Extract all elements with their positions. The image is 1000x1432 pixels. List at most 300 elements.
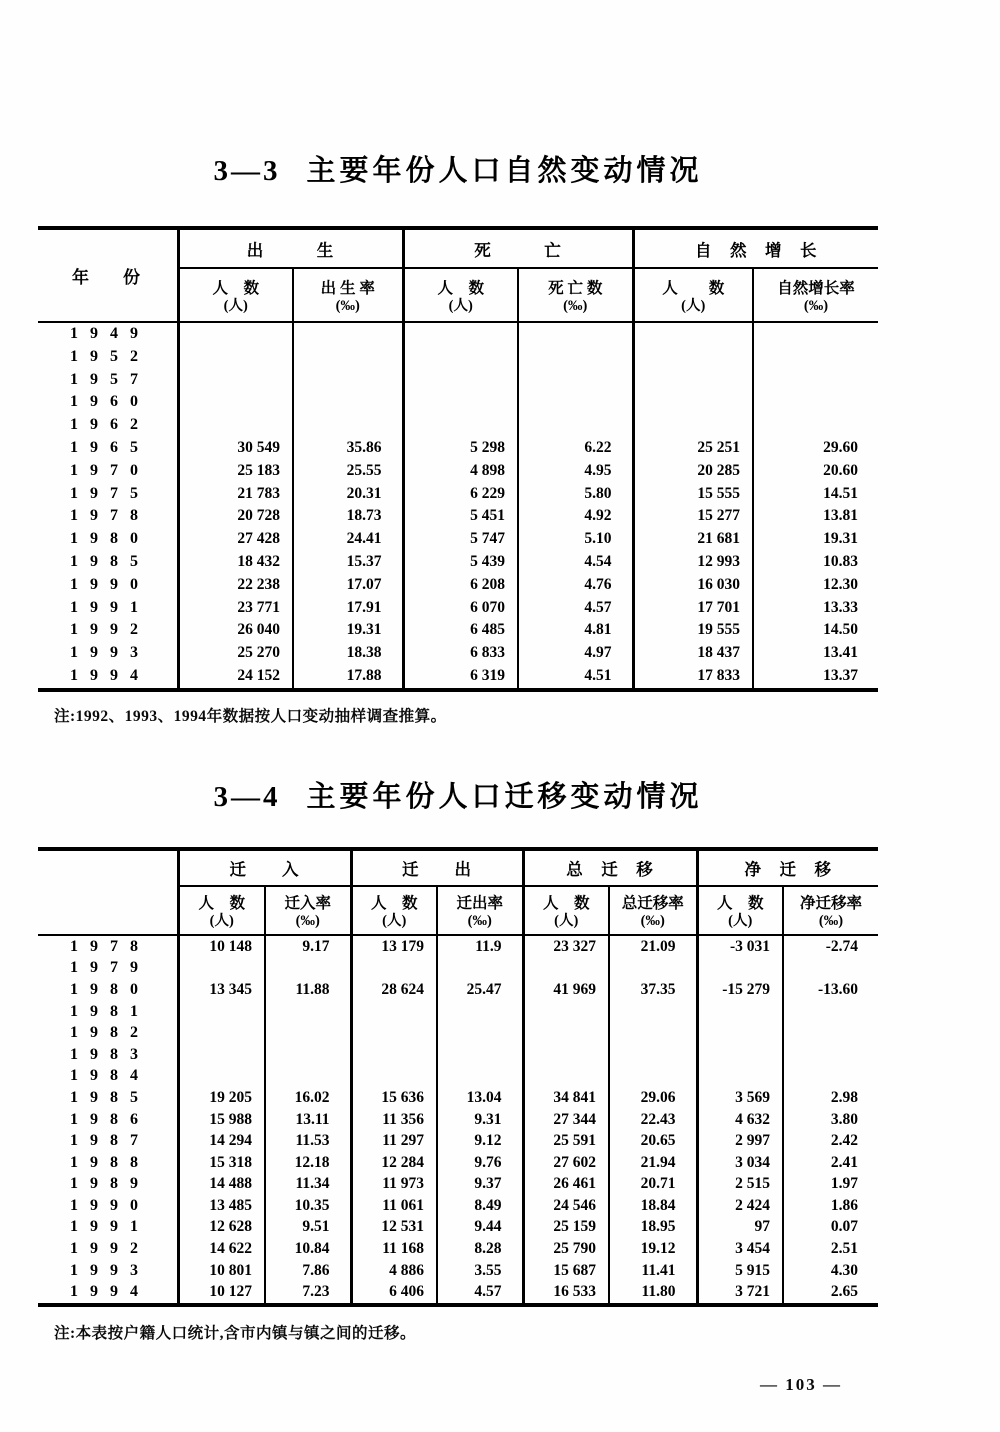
data-cell: 16 030 bbox=[633, 574, 753, 597]
data-cell: 19.12 bbox=[609, 1238, 697, 1260]
table-row bbox=[38, 1044, 878, 1066]
year-cell: 1 9 9 4 bbox=[70, 666, 142, 684]
data-cell: 17.07 bbox=[293, 574, 403, 597]
year-cell: 1 9 7 9 bbox=[70, 959, 142, 977]
data-cell bbox=[523, 1022, 609, 1044]
table-row bbox=[38, 391, 878, 414]
data-cell: 2.65 bbox=[783, 1281, 878, 1305]
table-row bbox=[38, 1260, 878, 1282]
data-cell: 4.95 bbox=[518, 460, 633, 483]
year-cell: 1 9 9 1 bbox=[70, 598, 142, 616]
data-cell: 15 988 bbox=[178, 1109, 265, 1131]
data-cell: 14 488 bbox=[178, 1173, 265, 1195]
death-group-header: 死 亡 bbox=[403, 228, 633, 268]
data-cell bbox=[351, 957, 437, 979]
year-cell: 1 9 9 3 bbox=[70, 1261, 142, 1279]
year-cell: 1 9 8 9 bbox=[70, 1175, 142, 1193]
data-cell: 20 285 bbox=[633, 460, 753, 483]
table1-note: 注:1992、1993、1994年数据按人口变动抽样调查推算。 bbox=[54, 707, 447, 725]
data-cell bbox=[518, 346, 633, 369]
data-cell: 2.41 bbox=[783, 1152, 878, 1174]
data-cell bbox=[178, 1001, 265, 1023]
table-row bbox=[38, 1238, 878, 1260]
data-cell: 20.71 bbox=[609, 1173, 697, 1195]
data-cell bbox=[697, 1044, 783, 1066]
data-cell: 41 969 bbox=[523, 979, 609, 1001]
data-cell: 9.12 bbox=[437, 1130, 523, 1152]
data-cell bbox=[609, 1001, 697, 1023]
data-cell bbox=[265, 1022, 351, 1044]
data-cell: 10 148 bbox=[178, 935, 265, 958]
data-cell: 21.94 bbox=[609, 1152, 697, 1174]
data-cell bbox=[437, 1022, 523, 1044]
data-cell bbox=[293, 322, 403, 346]
data-cell: 16.02 bbox=[265, 1087, 351, 1109]
data-cell: 97 bbox=[697, 1216, 783, 1238]
data-cell: 18.73 bbox=[293, 505, 403, 528]
data-cell: 10.84 bbox=[265, 1238, 351, 1260]
data-cell: -2.74 bbox=[783, 935, 878, 958]
data-cell: 4.51 bbox=[518, 665, 633, 690]
data-cell: 15 687 bbox=[523, 1260, 609, 1282]
natural-change-table-header bbox=[38, 228, 878, 322]
year-column-header: 年 份 bbox=[38, 228, 178, 322]
data-cell: 5.80 bbox=[518, 483, 633, 506]
data-cell: 9.17 bbox=[265, 935, 351, 958]
data-cell: 20.31 bbox=[293, 483, 403, 506]
data-cell: 8.28 bbox=[437, 1238, 523, 1260]
data-cell: 17.91 bbox=[293, 597, 403, 620]
data-cell: 10 801 bbox=[178, 1260, 265, 1282]
data-cell: 26 461 bbox=[523, 1173, 609, 1195]
data-cell bbox=[633, 346, 753, 369]
data-cell: 11.80 bbox=[609, 1281, 697, 1305]
data-cell: 9.37 bbox=[437, 1173, 523, 1195]
table-row bbox=[38, 1216, 878, 1238]
data-cell: 18 432 bbox=[178, 551, 293, 574]
year-cell: 1 9 9 0 bbox=[70, 1196, 142, 1214]
data-cell: 17 833 bbox=[633, 665, 753, 690]
table-row bbox=[38, 1087, 878, 1109]
in-rate-header: 迁入率 (‰) bbox=[265, 886, 351, 935]
data-cell bbox=[697, 1001, 783, 1023]
data-cell: 5 451 bbox=[403, 505, 518, 528]
table-row bbox=[38, 665, 878, 690]
year-cell: 1 9 9 0 bbox=[70, 575, 142, 593]
data-cell: 3 569 bbox=[697, 1087, 783, 1109]
data-cell: 13.37 bbox=[753, 665, 878, 690]
year-cell: 1 9 8 0 bbox=[70, 530, 142, 548]
data-cell: 23 771 bbox=[178, 597, 293, 620]
data-cell bbox=[783, 1022, 878, 1044]
data-cell: 13.33 bbox=[753, 597, 878, 620]
data-cell: 11 297 bbox=[351, 1130, 437, 1152]
year-cell: 1 9 7 5 bbox=[70, 484, 142, 502]
data-cell: 7.86 bbox=[265, 1260, 351, 1282]
table-row bbox=[38, 1173, 878, 1195]
table-row bbox=[38, 483, 878, 506]
data-cell: 14.50 bbox=[753, 619, 878, 642]
data-cell bbox=[518, 369, 633, 392]
data-cell: 0.07 bbox=[783, 1216, 878, 1238]
year-cell: 1 9 8 2 bbox=[70, 1024, 142, 1042]
data-cell: 20.65 bbox=[609, 1130, 697, 1152]
data-cell: 2 515 bbox=[697, 1173, 783, 1195]
data-cell: 5.10 bbox=[518, 528, 633, 551]
year-cell: 1 9 8 5 bbox=[70, 1088, 142, 1106]
data-cell: 3.80 bbox=[783, 1109, 878, 1131]
data-cell bbox=[437, 1065, 523, 1087]
data-cell: 4.57 bbox=[518, 597, 633, 620]
data-cell: 12 628 bbox=[178, 1216, 265, 1238]
data-cell bbox=[351, 1001, 437, 1023]
death-count-header: 人 数 (人) bbox=[403, 268, 518, 322]
table-row bbox=[38, 642, 878, 665]
natural-change-table-body bbox=[38, 322, 878, 690]
data-cell: 25 790 bbox=[523, 1238, 609, 1260]
data-cell bbox=[265, 1001, 351, 1023]
data-cell: 8.49 bbox=[437, 1195, 523, 1217]
data-cell: 25 591 bbox=[523, 1130, 609, 1152]
data-cell: 24.41 bbox=[293, 528, 403, 551]
data-cell: 6 229 bbox=[403, 483, 518, 506]
year-cell: 1 9 8 4 bbox=[70, 1067, 142, 1085]
data-cell: 9.31 bbox=[437, 1109, 523, 1131]
data-cell: 29.60 bbox=[753, 437, 878, 460]
data-cell: 2 424 bbox=[697, 1195, 783, 1217]
data-cell: 5 915 bbox=[697, 1260, 783, 1282]
data-cell: 28 624 bbox=[351, 979, 437, 1001]
data-cell bbox=[178, 346, 293, 369]
data-cell bbox=[403, 391, 518, 414]
data-cell bbox=[178, 414, 293, 437]
data-cell: -13.60 bbox=[783, 979, 878, 1001]
data-cell: 3 034 bbox=[697, 1152, 783, 1174]
data-cell: 4 898 bbox=[403, 460, 518, 483]
table-row bbox=[38, 322, 878, 346]
year-cell: 1 9 6 5 bbox=[70, 438, 142, 456]
data-cell: 11.9 bbox=[437, 935, 523, 958]
data-cell bbox=[609, 1065, 697, 1087]
year-cell: 1 9 9 3 bbox=[70, 644, 142, 662]
data-cell bbox=[403, 346, 518, 369]
year-cell: 1 9 9 4 bbox=[70, 1283, 142, 1301]
data-cell: 29.06 bbox=[609, 1087, 697, 1109]
data-cell: 4.54 bbox=[518, 551, 633, 574]
birth-count-header: 人 数 (人) bbox=[178, 268, 293, 322]
data-cell: 25 270 bbox=[178, 642, 293, 665]
data-cell bbox=[265, 1065, 351, 1087]
migration-table-body bbox=[38, 935, 878, 1305]
table1-title-text: 主要年份人口自然变动情况 bbox=[306, 155, 703, 187]
data-cell bbox=[783, 957, 878, 979]
data-cell bbox=[178, 957, 265, 979]
total-count-header: 人 数 (人) bbox=[523, 886, 609, 935]
data-cell bbox=[351, 1044, 437, 1066]
net-rate-header: 净迁移率 (‰) bbox=[783, 886, 878, 935]
table-row bbox=[38, 1152, 878, 1174]
data-cell bbox=[697, 957, 783, 979]
data-cell: 12 993 bbox=[633, 551, 753, 574]
table2-title bbox=[38, 776, 878, 818]
data-cell bbox=[265, 957, 351, 979]
data-cell bbox=[437, 1044, 523, 1066]
table-row bbox=[38, 597, 878, 620]
data-cell: 27 602 bbox=[523, 1152, 609, 1174]
in-migration-group-header: 迁 入 bbox=[178, 849, 351, 886]
data-cell: 17 701 bbox=[633, 597, 753, 620]
data-cell: 6 319 bbox=[403, 665, 518, 690]
data-cell: 6 833 bbox=[403, 642, 518, 665]
year-cell: 1 9 5 7 bbox=[70, 370, 142, 388]
table-row bbox=[38, 414, 878, 437]
table-row bbox=[38, 1109, 878, 1131]
data-cell bbox=[293, 369, 403, 392]
data-cell: 14 622 bbox=[178, 1238, 265, 1260]
data-cell: 12 284 bbox=[351, 1152, 437, 1174]
data-cell: 25.55 bbox=[293, 460, 403, 483]
data-cell: 25.47 bbox=[437, 979, 523, 1001]
table-row bbox=[38, 1022, 878, 1044]
out-migration-group-header: 迁 出 bbox=[351, 849, 523, 886]
table-row bbox=[38, 1281, 878, 1305]
table-row bbox=[38, 1130, 878, 1152]
data-cell bbox=[523, 957, 609, 979]
data-cell: 11 168 bbox=[351, 1238, 437, 1260]
data-cell: 19 555 bbox=[633, 619, 753, 642]
data-cell: 4.92 bbox=[518, 505, 633, 528]
net-count-header: 人 数 (人) bbox=[697, 886, 783, 935]
data-cell: 11 356 bbox=[351, 1109, 437, 1131]
data-cell: 9.76 bbox=[437, 1152, 523, 1174]
data-cell: 27 344 bbox=[523, 1109, 609, 1131]
data-cell bbox=[293, 414, 403, 437]
table-row bbox=[38, 369, 878, 392]
data-cell: 12.30 bbox=[753, 574, 878, 597]
data-cell: 1.86 bbox=[783, 1195, 878, 1217]
year-cell: 1 9 6 0 bbox=[70, 393, 142, 411]
year-cell: 1 9 5 2 bbox=[70, 347, 142, 365]
out-rate-header: 迁出率 (‰) bbox=[437, 886, 523, 935]
data-cell: 11.88 bbox=[265, 979, 351, 1001]
growth-count-header: 人 数 (人) bbox=[633, 268, 753, 322]
page-number: — 103 — bbox=[760, 1374, 842, 1394]
total-migration-group-header: 总 迁 移 bbox=[523, 849, 697, 886]
data-cell: 13 345 bbox=[178, 979, 265, 1001]
data-cell: 18.84 bbox=[609, 1195, 697, 1217]
table-row bbox=[38, 551, 878, 574]
data-cell bbox=[697, 1065, 783, 1087]
data-cell bbox=[293, 391, 403, 414]
data-cell: 26 040 bbox=[178, 619, 293, 642]
data-cell: 18 437 bbox=[633, 642, 753, 665]
data-cell: 19.31 bbox=[753, 528, 878, 551]
data-cell bbox=[523, 1001, 609, 1023]
table-row bbox=[38, 505, 878, 528]
data-cell: 10.83 bbox=[753, 551, 878, 574]
data-cell: 6 485 bbox=[403, 619, 518, 642]
data-cell: 4.30 bbox=[783, 1260, 878, 1282]
table-row bbox=[38, 1065, 878, 1087]
in-count-header: 人 数 (人) bbox=[178, 886, 265, 935]
data-cell: 24 152 bbox=[178, 665, 293, 690]
data-cell: 10.35 bbox=[265, 1195, 351, 1217]
data-cell bbox=[351, 1022, 437, 1044]
data-cell bbox=[633, 369, 753, 392]
data-cell bbox=[753, 391, 878, 414]
data-cell: 11 061 bbox=[351, 1195, 437, 1217]
table-row bbox=[38, 346, 878, 369]
data-cell bbox=[178, 391, 293, 414]
growth-rate-header: 自然增长率 (‰) bbox=[753, 268, 878, 322]
data-cell bbox=[753, 414, 878, 437]
data-cell bbox=[518, 414, 633, 437]
data-cell: 1.97 bbox=[783, 1173, 878, 1195]
data-cell: 23 327 bbox=[523, 935, 609, 958]
data-cell bbox=[437, 1001, 523, 1023]
data-cell bbox=[609, 957, 697, 979]
out-count-header: 人 数 (人) bbox=[351, 886, 437, 935]
data-cell: 18.95 bbox=[609, 1216, 697, 1238]
data-cell bbox=[518, 322, 633, 346]
data-cell: 16 533 bbox=[523, 1281, 609, 1305]
data-cell: 5 439 bbox=[403, 551, 518, 574]
data-cell: 12.18 bbox=[265, 1152, 351, 1174]
data-cell bbox=[783, 1001, 878, 1023]
data-cell: 37.35 bbox=[609, 979, 697, 1001]
data-cell: 15 636 bbox=[351, 1087, 437, 1109]
data-cell: 17.88 bbox=[293, 665, 403, 690]
data-cell bbox=[403, 369, 518, 392]
data-cell bbox=[403, 322, 518, 346]
data-cell: 15 318 bbox=[178, 1152, 265, 1174]
data-cell bbox=[178, 369, 293, 392]
year-cell: 1 9 7 0 bbox=[70, 461, 142, 479]
data-cell: 11 973 bbox=[351, 1173, 437, 1195]
data-cell: 11.53 bbox=[265, 1130, 351, 1152]
data-cell: 21 681 bbox=[633, 528, 753, 551]
page-content bbox=[38, 150, 878, 1395]
data-cell bbox=[633, 391, 753, 414]
data-cell: 20.60 bbox=[753, 460, 878, 483]
data-cell bbox=[403, 414, 518, 437]
data-cell: 19 205 bbox=[178, 1087, 265, 1109]
year-cell: 1 9 4 9 bbox=[70, 325, 142, 342]
table1-title bbox=[38, 150, 878, 192]
data-cell: 24 546 bbox=[523, 1195, 609, 1217]
year-cell: 1 9 7 8 bbox=[70, 937, 142, 955]
year-cell: 1 9 8 0 bbox=[70, 980, 142, 998]
data-cell: 10 127 bbox=[178, 1281, 265, 1305]
data-cell: 19.31 bbox=[293, 619, 403, 642]
data-cell: 22 238 bbox=[178, 574, 293, 597]
data-cell: 7.23 bbox=[265, 1281, 351, 1305]
data-cell: 25 159 bbox=[523, 1216, 609, 1238]
table-row bbox=[38, 619, 878, 642]
data-cell: 13.04 bbox=[437, 1087, 523, 1109]
data-cell bbox=[783, 1044, 878, 1066]
data-cell bbox=[293, 346, 403, 369]
data-cell: 15.37 bbox=[293, 551, 403, 574]
data-cell: 3.55 bbox=[437, 1260, 523, 1282]
data-cell: 2.98 bbox=[783, 1087, 878, 1109]
table2-title-text: 主要年份人口迁移变动情况 bbox=[306, 780, 703, 813]
table1-number: 3—3 bbox=[213, 155, 281, 187]
data-cell: 13 179 bbox=[351, 935, 437, 958]
data-cell bbox=[609, 1044, 697, 1066]
year-cell: 1 9 8 3 bbox=[70, 1045, 142, 1063]
data-cell: 13.81 bbox=[753, 505, 878, 528]
data-cell: 21 783 bbox=[178, 483, 293, 506]
year-cell: 1 9 9 2 bbox=[70, 621, 142, 639]
data-cell: 2.42 bbox=[783, 1130, 878, 1152]
table2-number: 3—4 bbox=[213, 780, 281, 813]
migration-table bbox=[38, 847, 878, 1307]
table-row bbox=[38, 574, 878, 597]
data-cell: -15 279 bbox=[697, 979, 783, 1001]
data-cell bbox=[753, 346, 878, 369]
data-cell: 3 454 bbox=[697, 1238, 783, 1260]
data-cell: 20 728 bbox=[178, 505, 293, 528]
year-cell: 1 9 7 8 bbox=[70, 507, 142, 525]
data-cell: 21.09 bbox=[609, 935, 697, 958]
year-cell: 1 9 8 6 bbox=[70, 1110, 142, 1128]
table2-note: 注:本表按户籍人口统计,含市内镇与镇之间的迁移。 bbox=[54, 1324, 417, 1342]
data-cell: 5 747 bbox=[403, 528, 518, 551]
data-cell: 34 841 bbox=[523, 1087, 609, 1109]
data-cell bbox=[753, 322, 878, 346]
year-cell: 1 9 9 2 bbox=[70, 1240, 142, 1258]
empty-stub-header bbox=[38, 849, 178, 935]
data-cell: 4.76 bbox=[518, 574, 633, 597]
data-cell: 12 531 bbox=[351, 1216, 437, 1238]
data-cell bbox=[178, 1022, 265, 1044]
data-cell: 11.41 bbox=[609, 1260, 697, 1282]
data-cell: 11.34 bbox=[265, 1173, 351, 1195]
total-rate-header: 总迁移率 (‰) bbox=[609, 886, 697, 935]
year-cell: 1 9 9 1 bbox=[70, 1218, 142, 1236]
data-cell: 13.11 bbox=[265, 1109, 351, 1131]
year-cell: 1 9 8 7 bbox=[70, 1132, 142, 1150]
data-cell bbox=[178, 1065, 265, 1087]
birth-group-header: 出 生 bbox=[178, 228, 403, 268]
data-cell bbox=[609, 1022, 697, 1044]
data-cell bbox=[351, 1065, 437, 1087]
data-cell: 4 886 bbox=[351, 1260, 437, 1282]
data-cell: 30 549 bbox=[178, 437, 293, 460]
data-cell: 14 294 bbox=[178, 1130, 265, 1152]
data-cell bbox=[523, 1065, 609, 1087]
data-cell: 4.97 bbox=[518, 642, 633, 665]
data-cell bbox=[265, 1044, 351, 1066]
data-cell: 6 070 bbox=[403, 597, 518, 620]
table-row bbox=[38, 528, 878, 551]
table-row bbox=[38, 935, 878, 958]
death-rate-header: 死 亡 数 (‰) bbox=[518, 268, 633, 322]
table-row bbox=[38, 460, 878, 483]
data-cell bbox=[178, 322, 293, 346]
data-cell: 25 251 bbox=[633, 437, 753, 460]
migration-table-header bbox=[38, 849, 878, 935]
year-cell: 1 9 8 1 bbox=[70, 1002, 142, 1020]
data-cell bbox=[633, 414, 753, 437]
data-cell bbox=[178, 1044, 265, 1066]
year-cell: 1 9 6 2 bbox=[70, 416, 142, 434]
table-row bbox=[38, 437, 878, 460]
data-cell: 18.38 bbox=[293, 642, 403, 665]
data-cell: 15 277 bbox=[633, 505, 753, 528]
birth-rate-header: 出 生 率 (‰) bbox=[293, 268, 403, 322]
